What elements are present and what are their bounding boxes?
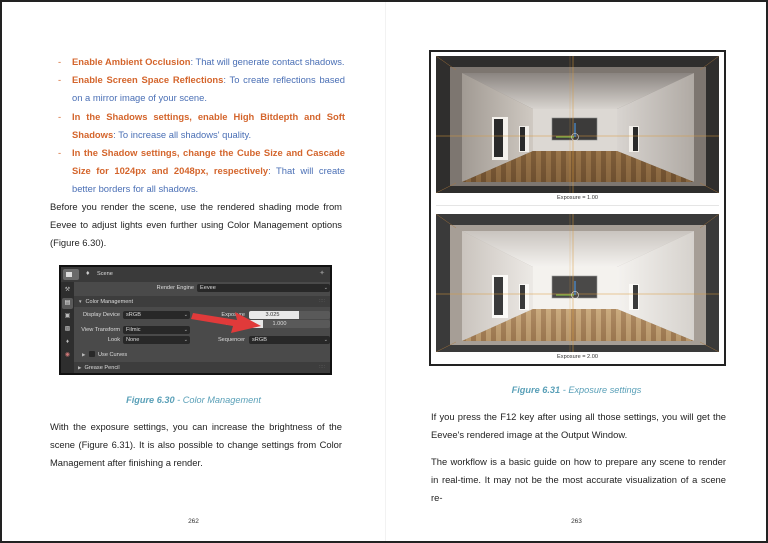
bullet-dash: -	[58, 110, 62, 122]
bullet-heading: In the Shadows settings, enable High Bitdepth and Soft Shadows	[72, 110, 345, 140]
display-device-label: Display Device	[83, 312, 120, 318]
expand-triangle-icon: ▼	[78, 299, 83, 304]
use-curves-label: Use Curves	[98, 352, 128, 358]
render-engine-value: Eevee	[200, 285, 216, 291]
display-device-dropdown	[123, 311, 190, 319]
render-label-exposure-1: Exposure = 1.00	[557, 195, 598, 201]
page-number: 263	[571, 518, 582, 525]
scene-icon: ♦	[86, 270, 90, 277]
bullet-text: : To increase all shadows' quality.	[113, 128, 252, 140]
figure-number: Figure 6.31	[511, 385, 561, 395]
render-image-exposure-1	[436, 56, 719, 193]
bullet-ambient-occlusion	[50, 53, 345, 71]
figure-title: Exposure settings	[568, 385, 642, 395]
bullet-screen-space-reflections	[50, 71, 345, 107]
editor-type-icon	[63, 269, 79, 280]
bullet-shadows-bitdepth	[50, 108, 345, 144]
body-paragraph: The workflow is a basic guide on how to prepare any scene to render in real-time. It may not be the most accurate visualization of a scene re-	[431, 456, 726, 504]
view-transform-value: Filmic	[126, 327, 141, 333]
bullet-heading: Enable Screen Space Reflections	[72, 74, 224, 86]
bullet-dash: -	[58, 147, 62, 159]
look-value: None	[126, 337, 140, 343]
bullet-shadow-cube-size	[50, 144, 345, 199]
view-transform-label: View Transform	[81, 327, 120, 333]
scene-tab-icon: ♦	[65, 339, 70, 345]
tool-tab-icon: ⚒	[64, 287, 71, 293]
settings-bullet-list	[50, 53, 345, 199]
bullet-heading: In the Shadow settings, change the Cube Size and Cascade Size for 1024px and 2048px, respectively	[72, 147, 345, 177]
sequencer-label: Sequencer	[217, 337, 245, 343]
output-tab-icon: ▣	[64, 313, 71, 319]
expand-triangle-icon: ▶	[78, 365, 82, 370]
figure-number: Figure 6.30	[126, 395, 175, 405]
use-curves-checkbox	[89, 351, 95, 357]
expand-triangle-icon: ▶	[82, 352, 86, 357]
body-paragraph: Before you render the scene, use the rendered shading mode from Eevee to adjust lights even further using Color Management options (Figure 6.30).	[50, 201, 342, 249]
body-paragraph: With the exposure settings, you can increase the brightness of the scene (Figure 6.31). It is also possible to change settings from Color Management after finishing a render.	[50, 421, 342, 469]
bullet-text: : To create reflections based on a mirror image of your scene.	[72, 74, 345, 104]
render-tab-icon: ▤	[62, 298, 73, 309]
view-layer-tab-icon: ▩	[64, 326, 71, 332]
properties-tab-sidebar	[61, 282, 74, 373]
grease-pencil-section-header	[74, 362, 330, 373]
chevron-down-icon: ⌄	[183, 312, 188, 318]
section-title: Grease Pencil	[84, 365, 120, 371]
page-number: 262	[188, 518, 199, 525]
figure-title: Color Management	[182, 395, 261, 405]
caption-separator: -	[174, 395, 183, 405]
bullet-text: : That will create better borders for all shadows.	[72, 165, 345, 195]
bullet-dash: -	[58, 74, 62, 86]
render-image-exposure-2	[436, 214, 719, 352]
figure-divider	[436, 205, 719, 206]
blender-color-management-screenshot	[59, 265, 332, 375]
render-engine-label: Render Engine	[156, 285, 194, 291]
figure-caption-6-31	[385, 385, 768, 395]
bullet-text: : That will generate contact shadows.	[190, 56, 345, 67]
render-engine-dropdown	[197, 284, 330, 292]
drag-handle-icon: ::::	[318, 364, 325, 370]
drag-handle-icon: ::::	[318, 298, 325, 304]
body-paragraph: If you press the F12 key after using all those settings, you will get the Eevee's rendered image at the Output Window.	[431, 411, 726, 441]
properties-header	[61, 267, 330, 282]
view-transform-dropdown	[123, 326, 190, 334]
bullet-dash: -	[58, 56, 62, 67]
chevron-down-icon: ⌄	[183, 337, 188, 343]
sequencer-dropdown	[249, 336, 330, 344]
render-label-exposure-2: Exposure = 2.00	[557, 354, 598, 360]
exposure-label: Exposure	[221, 312, 245, 318]
chevron-down-icon: ⌄	[323, 285, 328, 291]
caption-separator: -	[560, 385, 569, 395]
pin-icon: ✦	[319, 270, 325, 277]
page-262	[2, 2, 385, 541]
chevron-down-icon: ⌄	[323, 337, 328, 343]
exposure-comparison-figure	[429, 50, 726, 366]
look-dropdown	[123, 336, 190, 344]
display-device-value: sRGB	[126, 312, 141, 318]
exposure-value: 3.025	[265, 312, 280, 318]
scene-label: Scene	[97, 271, 113, 277]
sequencer-value: sRGB	[252, 337, 267, 343]
bullet-heading: Enable Ambient Occlusion	[72, 56, 191, 67]
figure-caption-6-30	[2, 395, 385, 405]
gamma-value: 1.000	[272, 321, 287, 327]
section-title: Color Management	[85, 299, 134, 305]
world-tab-icon: ◉	[64, 352, 71, 358]
chevron-down-icon: ⌄	[183, 327, 188, 333]
look-label: Look	[107, 337, 120, 343]
red-arrow-annotation	[191, 304, 263, 334]
